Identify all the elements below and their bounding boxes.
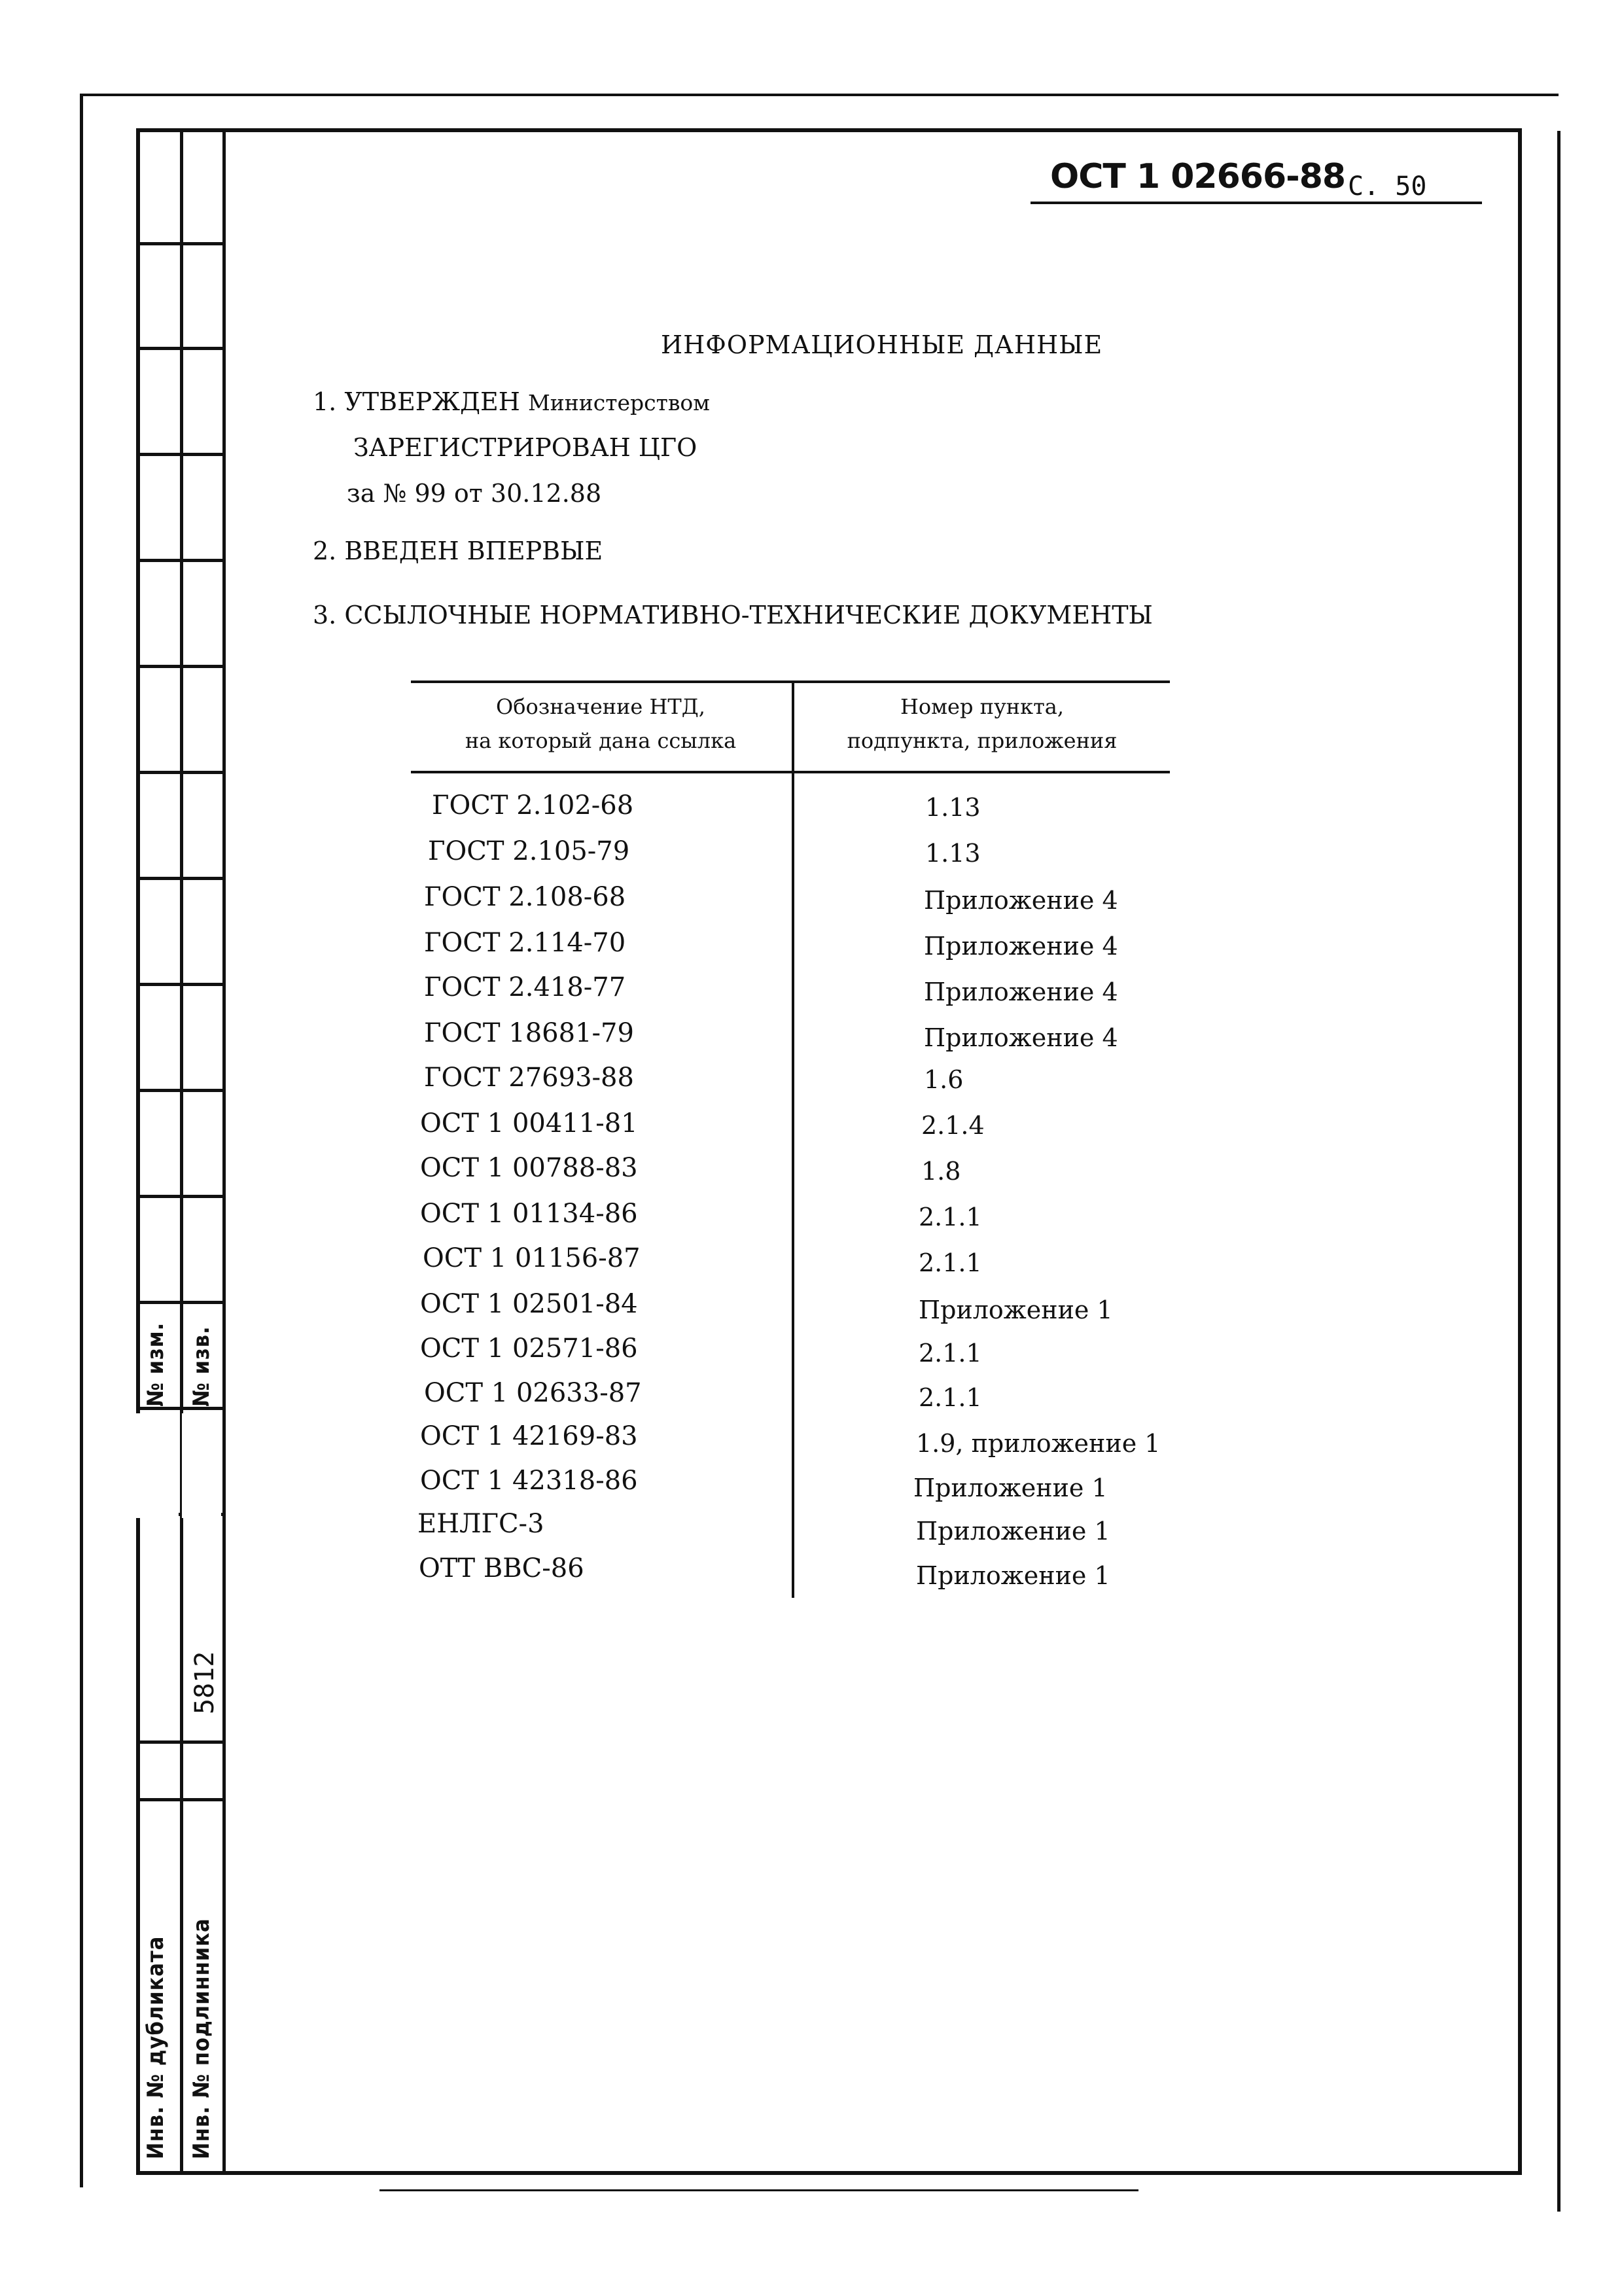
table-cell-clause: Приложение 1 (916, 1561, 1110, 1590)
page-frame (136, 128, 1522, 2175)
table-cell-designation: ОТТ ВВС-86 (419, 1553, 584, 1583)
inventory-number: 5812 (190, 1651, 220, 1714)
table-cell-clause: 1.13 (925, 793, 981, 822)
strip-divider (222, 128, 226, 2175)
strip-row-line (136, 1407, 224, 1410)
table-cell-designation: ОСТ 1 02571-86 (420, 1333, 638, 1364)
table-cell-clause: 1.9, приложение 1 (916, 1429, 1161, 1458)
table-cell-clause: 1.6 (924, 1065, 964, 1094)
table-cell-designation: ОСТ 1 42318-86 (420, 1466, 638, 1496)
item-references: 3. ССЫЛОЧНЫЕ НОРМАТИВНО-ТЕХНИЧЕСКИЕ ДОКУМЕНТЫ (313, 601, 1153, 629)
strip-row-line (136, 877, 224, 880)
table-cell-clause: 2.1.4 (921, 1111, 985, 1140)
table-cell-designation: ОСТ 1 02501-84 (420, 1289, 638, 1319)
label-change-number: № изм. (143, 1322, 169, 1407)
table-cell-designation: ГОСТ 2.108-68 (424, 882, 626, 912)
table-cell-designation: ОСТ 1 01134-86 (420, 1199, 638, 1229)
header-clause-line1: Номер пункта, (900, 694, 1065, 719)
table-cell-clause: Приложение 1 (919, 1296, 1113, 1324)
strip-gap (182, 1413, 221, 1518)
strip-row-line (136, 1195, 224, 1198)
strip-row-line (136, 1301, 224, 1304)
label-original-inventory: Инв. № подлинника (188, 1918, 215, 2159)
table-header-clause (794, 690, 1170, 758)
strip-row-line (136, 347, 224, 350)
outer-frame-right-edge (1557, 131, 1560, 2212)
table-cell-designation: ОСТ 1 00788-83 (420, 1153, 638, 1183)
table-cell-designation: ОСТ 1 00411-81 (420, 1108, 638, 1139)
item-approved-prefix: 1. УТВЕРЖДЕН (313, 387, 520, 416)
label-notice-number: № изв. (188, 1326, 215, 1407)
strip-row-line (136, 242, 224, 245)
table-cell-clause: 1.13 (925, 839, 981, 868)
table-cell-designation: ЕНЛГС-3 (417, 1509, 544, 1539)
section-title: ИНФОРМАЦИОННЫЕ ДАННЫЕ (661, 330, 1103, 359)
header-underline (1031, 202, 1482, 204)
table-header-rule (411, 771, 1170, 773)
table-cell-clause: Приложение 4 (924, 1023, 1118, 1052)
item-approved-by: Министерством (527, 390, 710, 415)
table-top-rule (411, 680, 1170, 683)
strip-row-line (136, 1740, 224, 1744)
item-introduced: 2. ВВЕДЕН ВПЕРВЫЕ (313, 537, 603, 565)
item-approved (313, 387, 710, 416)
table-cell-clause: 2.1.1 (919, 1248, 982, 1277)
table-cell-designation: ГОСТ 2.105-79 (428, 836, 630, 866)
table-cell-clause: Приложение 4 (924, 886, 1118, 915)
table-cell-clause: 2.1.1 (919, 1339, 982, 1368)
table-cell-clause: Приложение 4 (924, 978, 1118, 1006)
table-cell-designation: ОСТ 1 42169-83 (420, 1421, 638, 1451)
document-code: ОСТ 1 02666-88 (1050, 157, 1346, 196)
table-cell-designation: ГОСТ 18681-79 (424, 1018, 634, 1048)
table-cell-designation: ГОСТ 27693-88 (424, 1063, 634, 1093)
strip-row-line (136, 453, 224, 456)
table-cell-clause: 2.1.1 (919, 1383, 982, 1412)
table-header-designation (411, 690, 790, 758)
strip-row-line (136, 771, 224, 774)
item-registered-number: за № 99 от 30.12.88 (347, 479, 602, 508)
strip-divider (180, 128, 183, 2175)
bottom-rule (379, 2189, 1138, 2191)
table-cell-designation: ГОСТ 2.102-68 (432, 790, 634, 821)
strip-row-line (136, 665, 224, 668)
strip-row-line (136, 559, 224, 562)
header-designation-line2: на который дана ссылка (465, 728, 737, 753)
strip-gap (136, 1413, 179, 1518)
header-clause-line2: подпункта, приложения (847, 728, 1118, 753)
table-cell-clause: 2.1.1 (919, 1203, 982, 1231)
item-registered: ЗАРЕГИСТРИРОВАН ЦГО (353, 433, 697, 462)
table-cell-clause: Приложение 1 (913, 1474, 1108, 1502)
label-duplicate-inventory: Инв. № дубликата (143, 1935, 169, 2159)
table-cell-designation: ОСТ 1 01156-87 (423, 1243, 641, 1273)
strip-row-line (136, 983, 224, 986)
strip-row-line (136, 1798, 224, 1801)
strip-row-line (136, 1089, 224, 1092)
table-cell-designation: ГОСТ 2.114-70 (424, 928, 626, 958)
table-column-divider (792, 680, 794, 1598)
header-designation-line1: Обозначение НТД, (496, 694, 705, 719)
table-cell-designation: ГОСТ 2.418-77 (424, 972, 626, 1002)
table-cell-clause: 1.8 (921, 1157, 961, 1186)
page-number: С. 50 (1348, 171, 1427, 202)
table-cell-designation: ОСТ 1 02633-87 (424, 1378, 642, 1408)
table-cell-clause: Приложение 1 (916, 1517, 1110, 1545)
table-cell-clause: Приложение 4 (924, 932, 1118, 961)
